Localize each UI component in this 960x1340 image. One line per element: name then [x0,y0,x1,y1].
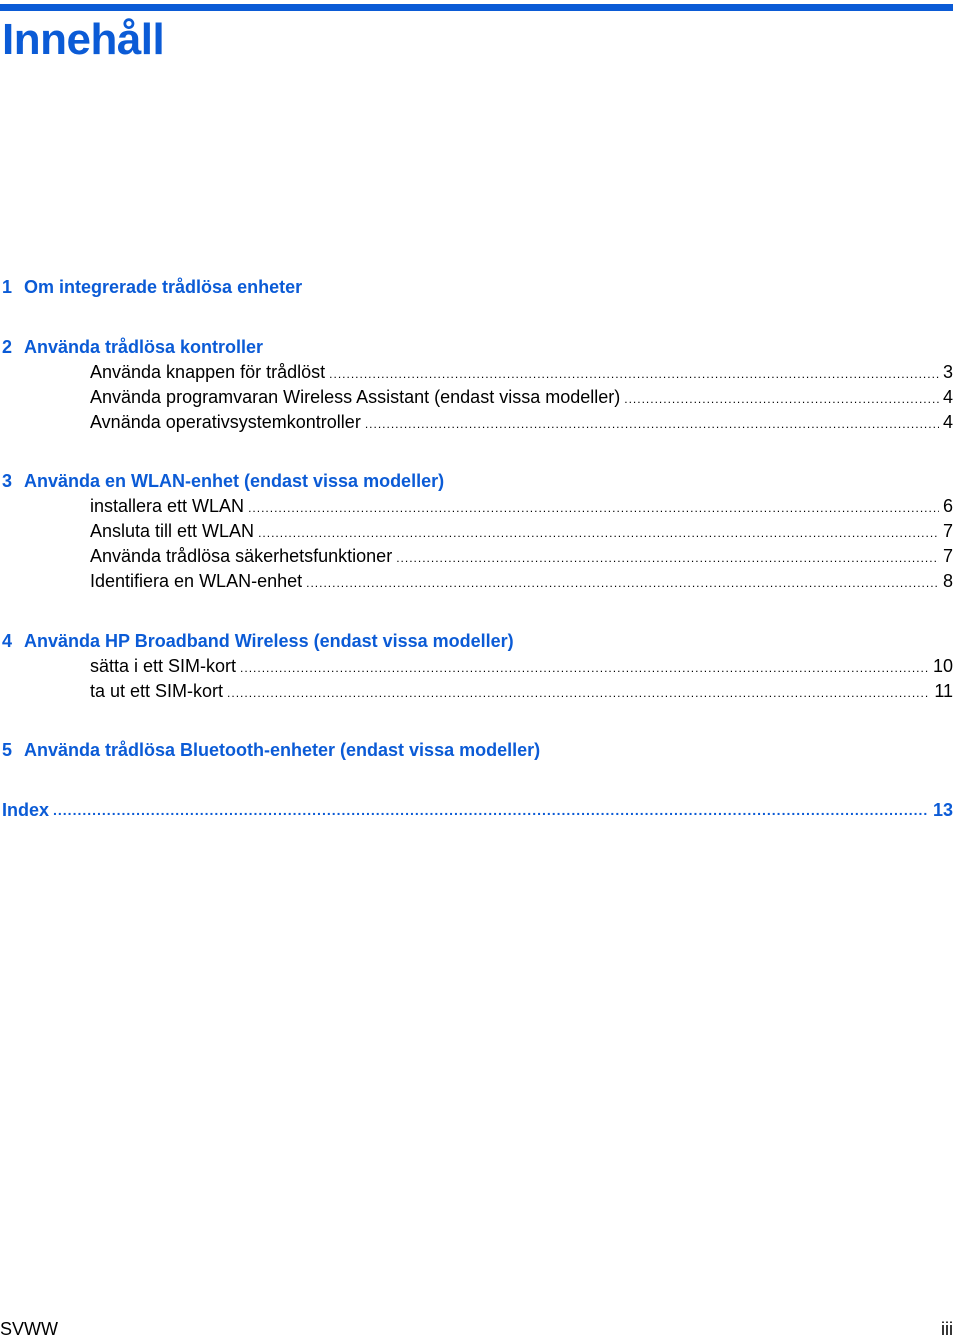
chapter-title: Använda trådlösa kontroller [24,337,264,357]
dot-leader [227,681,930,706]
index-label: Index [2,800,50,820]
footer-page-number: iii [941,1319,953,1339]
entry-page-number: 7 [942,546,953,566]
toc-entry[interactable] [90,544,953,569]
toc-chapter-5 [0,738,953,763]
toc-entry[interactable] [90,494,953,519]
toc-entry[interactable] [90,679,953,704]
toc-entry[interactable] [90,569,953,594]
toc-entry[interactable] [90,519,953,544]
dot-leader [396,546,939,571]
index-heading[interactable] [0,798,953,823]
entry-page-number: 6 [942,496,953,516]
chapter-heading[interactable] [0,469,953,494]
chapter-heading[interactable] [0,738,953,763]
entry-label: Använda trådlösa säkerhetsfunktioner [90,546,393,566]
entry-label: ta ut ett SIM-kort [90,681,224,701]
entry-page-number: 7 [942,521,953,541]
toc-chapter-3 [0,469,953,594]
dot-leader [329,362,939,387]
toc-entry[interactable] [90,360,953,385]
toc-entry[interactable] [90,410,953,435]
dot-leader [240,656,929,681]
chapter-number: 5 [2,740,13,760]
chapter-number: 4 [2,631,13,651]
entry-page-number: 10 [932,656,953,676]
entry-page-number: 11 [934,681,953,701]
chapter-title: Använda trådlösa Bluetooth-enheter (endast vissa modeller) [24,740,541,760]
toc-entry[interactable] [90,385,953,410]
dot-leader [53,798,929,823]
entry-page-number: 8 [942,571,953,591]
toc-chapter-1 [0,275,953,300]
entry-page-number: 4 [942,387,953,407]
chapter-title: Använda en WLAN-enhet (endast vissa modeller) [24,471,445,491]
chapter-title: Använda HP Broadband Wireless (endast vissa modeller) [24,631,514,651]
toc-index [0,798,953,823]
entry-page-number: 4 [942,412,953,432]
dot-leader [306,571,939,596]
entry-label: sätta i ett SIM-kort [90,656,237,676]
entry-label: Avnända operativsystemkontroller [90,412,361,432]
dot-leader [365,412,939,437]
dot-leader [258,521,939,546]
entry-label: installera ett WLAN [90,496,245,516]
toc-chapter-2 [0,335,953,435]
chapter-number: 1 [2,277,13,297]
dot-leader [248,496,939,521]
entry-label: Använda knappen för trådlöst [90,362,326,382]
chapter-number: 3 [2,471,13,491]
chapter-number: 2 [2,337,13,357]
entry-label: Använda programvaran Wireless Assistant (endast vissa modeller) [90,387,621,407]
chapter-heading[interactable] [0,629,953,654]
toc-chapter-4 [0,629,953,704]
page-title: Innehåll [2,15,165,64]
entry-page-number: 3 [942,362,953,382]
dot-leader [624,387,939,412]
chapter-heading[interactable] [0,335,953,360]
chapter-title: Om integrerade trådlösa enheter [24,277,303,297]
chapter-heading[interactable] [0,275,953,300]
entry-label: Identifiera en WLAN-enhet [90,571,303,591]
footer-doc-id: SVWW [0,1319,58,1339]
toc-entry[interactable] [90,654,953,679]
index-page-number: 13 [932,800,953,820]
entry-label: Ansluta till ett WLAN [90,521,255,541]
